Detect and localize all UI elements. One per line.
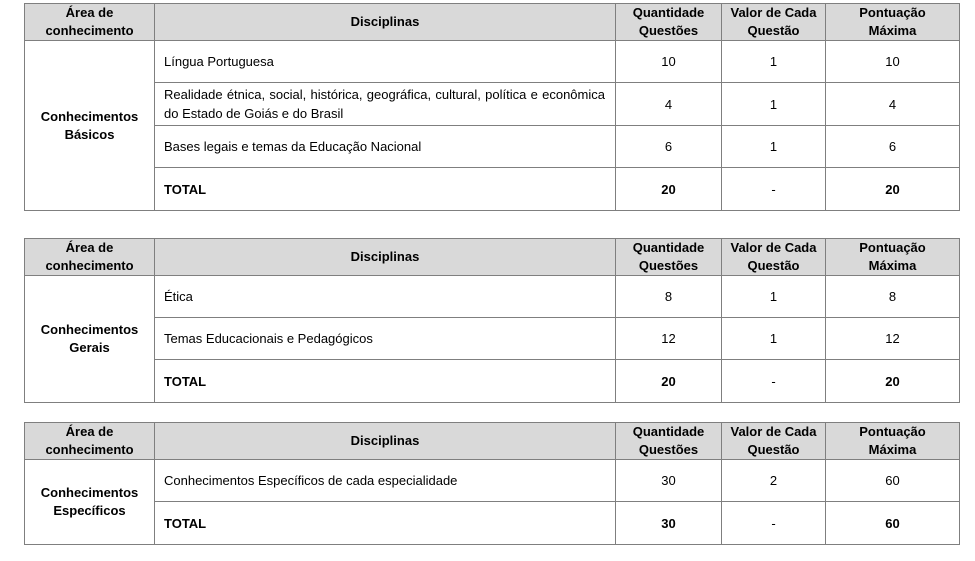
disciplina-cell: Língua Portuguesa [155,41,616,83]
header-pontuacao: Pontuação Máxima [826,239,960,276]
table-row [25,460,960,502]
table-header-row [25,4,960,41]
total-quantidade: 20 [616,360,722,403]
disciplina-cell: Temas Educacionais e Pedagógicos [155,318,616,360]
header-area: Área de conhecimento [25,423,155,460]
quantidade-cell: 12 [616,318,722,360]
table-conhecimentos-basicos [24,3,960,211]
table-conhecimentos-especificos [24,422,960,545]
area-cell: Conhecimentos Específicos [25,460,155,545]
pontuacao-cell: 12 [826,318,960,360]
disciplina-cell: Ética [155,276,616,318]
valor-cell: 2 [722,460,826,502]
pontuacao-cell: 4 [826,83,960,126]
total-pontuacao: 20 [826,168,960,211]
pontuacao-cell: 8 [826,276,960,318]
area-cell: Conhecimentos Gerais [25,276,155,403]
total-row [25,360,960,403]
total-label: TOTAL [155,360,616,403]
pontuacao-cell: 6 [826,126,960,168]
total-row [25,502,960,545]
disciplina-cell: Bases legais e temas da Educação Nacional [155,126,616,168]
header-valor: Valor de Cada Questão [722,4,826,41]
table-row [25,41,960,83]
valor-cell: 1 [722,83,826,126]
valor-cell: 1 [722,41,826,83]
table-header-row [25,423,960,460]
header-area: Área de conhecimento [25,239,155,276]
quantidade-cell: 8 [616,276,722,318]
header-quantidade: Quantidade Questões [616,423,722,460]
header-pontuacao: Pontuação Máxima [826,4,960,41]
area-cell: Conhecimentos Básicos [25,41,155,211]
valor-cell: 1 [722,276,826,318]
header-area: Área de conhecimento [25,4,155,41]
valor-cell: 1 [722,126,826,168]
quantidade-cell: 10 [616,41,722,83]
valor-cell: 1 [722,318,826,360]
total-valor: - [722,168,826,211]
total-label: TOTAL [155,168,616,211]
table-row [25,318,960,360]
total-pontuacao: 60 [826,502,960,545]
disciplina-cell: Realidade étnica, social, histórica, geográfica, cultural, política e econômica do Estado de Goiás e do Brasil [155,83,616,126]
table-row [25,126,960,168]
header-quantidade: Quantidade Questões [616,4,722,41]
total-quantidade: 30 [616,502,722,545]
total-pontuacao: 20 [826,360,960,403]
header-valor: Valor de Cada Questão [722,423,826,460]
disciplina-cell: Conhecimentos Específicos de cada especialidade [155,460,616,502]
header-disciplinas: Disciplinas [155,4,616,41]
total-quantidade: 20 [616,168,722,211]
total-label: TOTAL [155,502,616,545]
header-pontuacao: Pontuação Máxima [826,423,960,460]
quantidade-cell: 4 [616,83,722,126]
pontuacao-cell: 10 [826,41,960,83]
total-row [25,168,960,211]
header-valor: Valor de Cada Questão [722,239,826,276]
total-valor: - [722,360,826,403]
header-disciplinas: Disciplinas [155,239,616,276]
table-header-row [25,239,960,276]
table-conhecimentos-gerais [24,238,960,403]
quantidade-cell: 30 [616,460,722,502]
header-disciplinas: Disciplinas [155,423,616,460]
table-row [25,276,960,318]
table-row [25,83,960,126]
quantidade-cell: 6 [616,126,722,168]
header-quantidade: Quantidade Questões [616,239,722,276]
total-valor: - [722,502,826,545]
pontuacao-cell: 60 [826,460,960,502]
